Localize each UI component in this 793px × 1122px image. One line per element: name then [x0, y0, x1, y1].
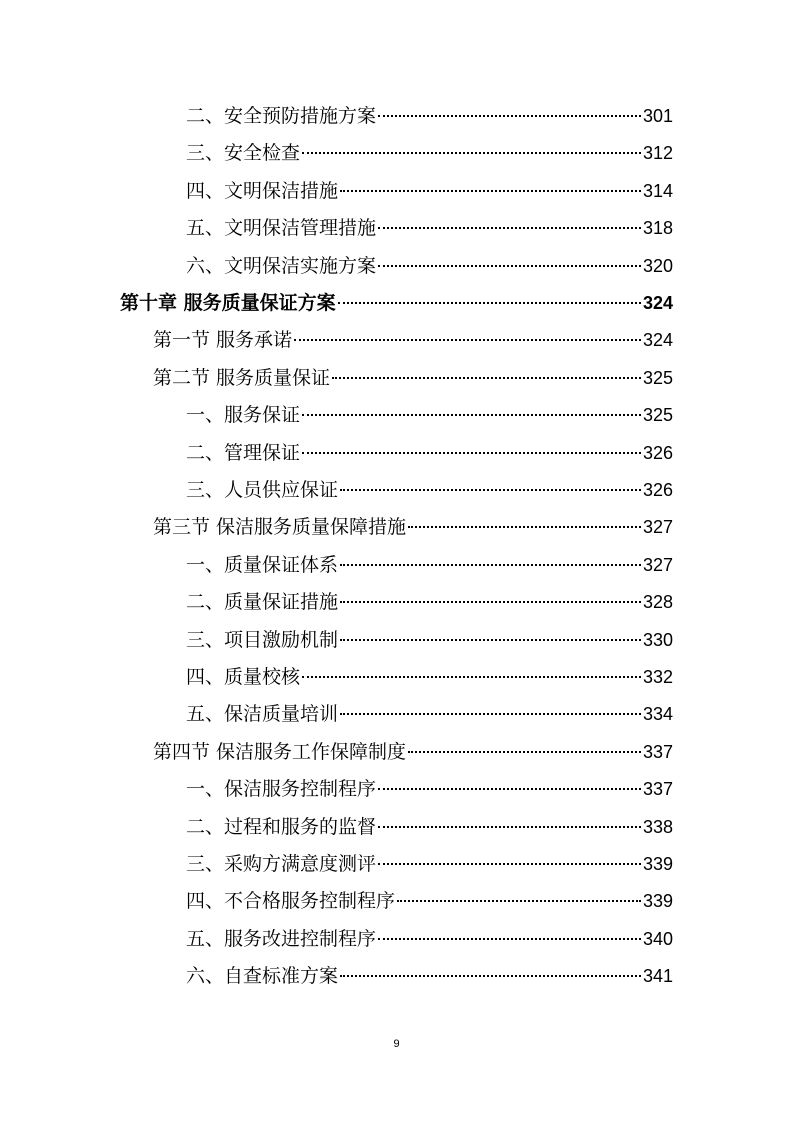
toc-entry-label: 二、安全预防措施方案: [186, 105, 377, 127]
dot-leader: [302, 414, 641, 416]
toc-entry-page: 318: [642, 218, 673, 239]
toc-entry[interactable]: [186, 849, 673, 879]
toc-entry-page: 337: [642, 741, 673, 762]
toc-entry[interactable]: [186, 587, 673, 617]
toc-entry-label: 二、过程和服务的监督: [186, 815, 377, 838]
toc-entry-label: 四、不合格服务控制程序: [186, 890, 396, 913]
dot-leader: [302, 152, 641, 154]
toc-entry[interactable]: [186, 699, 673, 729]
toc-entry[interactable]: [186, 812, 673, 842]
toc-entry-page: 326: [642, 480, 673, 500]
toc-entry-label: 三、人员供应保证: [186, 479, 339, 501]
dot-leader: [378, 265, 641, 267]
page-number: 9: [393, 1038, 400, 1050]
toc-entry-label: 三、项目激励机制: [186, 628, 339, 651]
toc-entry-label: 一、保洁服务控制程序: [186, 778, 377, 801]
toc-section-entry[interactable]: [153, 737, 673, 767]
toc-entry-label: 三、安全检查: [186, 142, 301, 165]
toc-entry[interactable]: [186, 213, 673, 243]
toc-entry[interactable]: [186, 662, 673, 692]
toc-entry-label: 一、质量保证体系: [186, 553, 339, 576]
toc-entry[interactable]: [186, 475, 673, 505]
toc-entry[interactable]: [186, 101, 673, 131]
dot-leader: [340, 639, 641, 641]
toc-entry-label: 四、质量校核: [186, 666, 301, 688]
toc-entry-page: 328: [642, 592, 673, 613]
toc-entry-page: 301: [642, 106, 673, 126]
dot-leader: [340, 190, 641, 192]
dot-leader: [294, 339, 641, 341]
toc-entry-label: 二、质量保证措施: [186, 591, 339, 614]
toc-entry-label: 第三节 保洁服务质量保障措施: [153, 516, 407, 539]
toc-entry-label: 五、文明保洁管理措施: [186, 217, 377, 240]
toc-entry-label: 六、文明保洁实施方案: [186, 254, 377, 277]
toc-entry-page: 339: [642, 891, 673, 912]
dot-leader: [397, 900, 641, 902]
dot-leader: [408, 526, 641, 528]
toc-entry-page: 320: [642, 255, 673, 276]
toc-entry-label: 第四节 保洁服务工作保障制度: [153, 740, 407, 763]
toc-entry-page: 330: [642, 629, 673, 650]
dot-leader: [340, 601, 641, 603]
dot-leader: [378, 863, 641, 865]
toc-entry-label: 三、采购方满意度测评: [186, 853, 377, 875]
toc-entry[interactable]: [186, 924, 673, 954]
dot-leader: [378, 788, 641, 790]
toc-entry[interactable]: [186, 774, 673, 804]
toc-section-entry[interactable]: [153, 512, 673, 542]
toc-entry-label: 六、自查标准方案: [186, 965, 339, 988]
toc-entry[interactable]: [186, 400, 673, 430]
toc-entry-label: 二、管理保证: [186, 441, 301, 464]
dot-leader: [332, 377, 641, 379]
toc-entry[interactable]: [186, 550, 673, 580]
toc-entry-page: 325: [642, 367, 673, 388]
toc-entry[interactable]: [186, 961, 673, 991]
toc-entry-page: 327: [642, 517, 673, 538]
dot-leader: [338, 302, 641, 304]
toc-entry[interactable]: [186, 886, 673, 916]
dot-leader: [340, 564, 641, 566]
toc-entry-page: 341: [642, 966, 673, 987]
toc-entry[interactable]: [186, 625, 673, 655]
toc-entry[interactable]: [186, 251, 673, 281]
toc-entry-label: 一、服务保证: [186, 404, 301, 427]
toc-entry-page: 339: [642, 854, 673, 874]
toc-entry[interactable]: [186, 438, 673, 468]
dot-leader: [340, 713, 641, 715]
toc-entry-label: 五、保洁质量培训: [186, 703, 339, 726]
toc-entry-label: 第二节 服务质量保证: [153, 366, 331, 389]
toc-entry-label: 第一节 服务承诺: [153, 329, 293, 352]
toc-entry-page: 326: [642, 442, 673, 463]
toc-entry-page: 312: [642, 143, 673, 164]
toc-entry-label: 第十章 服务质量保证方案: [120, 292, 336, 314]
dot-leader: [378, 826, 641, 828]
toc-entry-page: 332: [642, 667, 673, 687]
dot-leader: [378, 227, 641, 229]
toc-entry-page: 324: [642, 293, 673, 313]
toc-entry-page: 338: [642, 816, 673, 837]
toc-entry-page: 325: [642, 405, 673, 426]
toc-entry[interactable]: [186, 176, 673, 206]
dot-leader: [408, 751, 641, 753]
dot-leader: [340, 489, 641, 491]
toc-entry-page: 334: [642, 704, 673, 725]
toc-entry-page: 337: [642, 779, 673, 800]
toc-entry[interactable]: [186, 138, 673, 168]
toc-entry-page: 324: [642, 330, 673, 351]
toc-entry-label: 四、文明保洁措施: [186, 179, 339, 202]
toc-section-entry[interactable]: [153, 363, 673, 393]
toc-section-entry[interactable]: [153, 325, 673, 355]
dot-leader: [378, 115, 641, 117]
dot-leader: [340, 975, 641, 977]
toc-entry-page: 314: [642, 180, 673, 201]
dot-leader: [378, 938, 641, 940]
toc-chapter-entry[interactable]: [120, 288, 673, 318]
toc-entry-page: 327: [642, 554, 673, 575]
toc-entry-page: 340: [642, 928, 673, 949]
dot-leader: [302, 452, 641, 454]
toc-entry-label: 五、服务改进控制程序: [186, 927, 377, 950]
dot-leader: [302, 676, 641, 678]
